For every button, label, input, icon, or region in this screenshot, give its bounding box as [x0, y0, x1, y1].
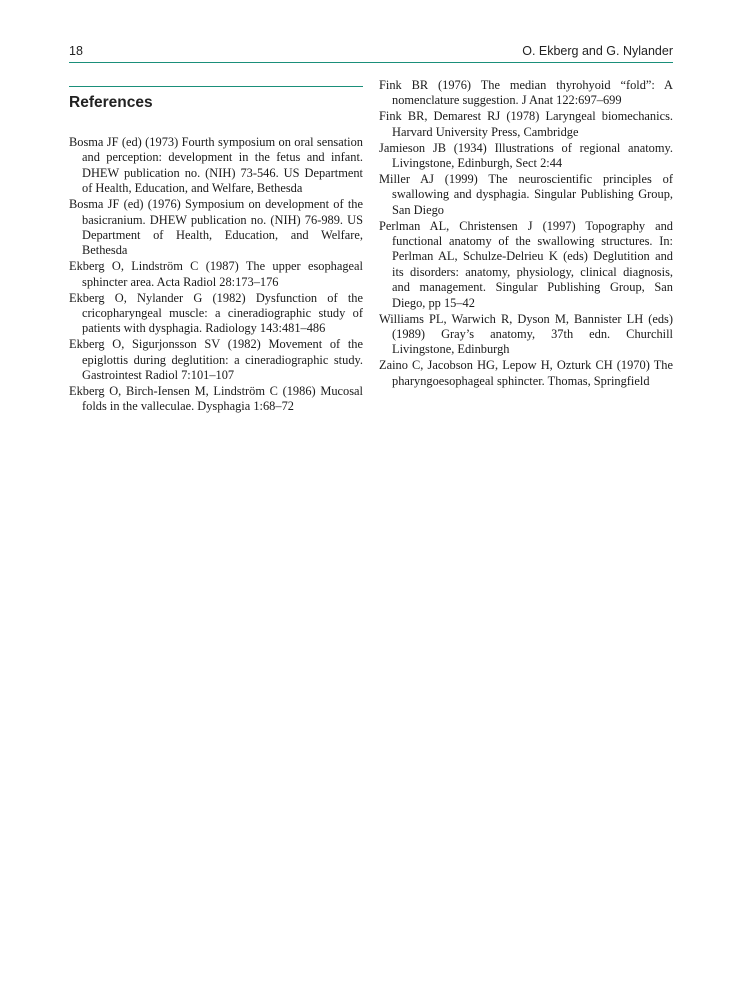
reference-item: Bosma JF (ed) (1973) Fourth symposium on oral sensation and perception: development in the fetus and infant. DHEW publication no. (NIH) 73-546. US Department of Health, Education, and Welfare, Bethesda [69, 135, 363, 196]
reference-item: Ekberg O, Sigurjonsson SV (1982) Movement of the epiglottis during deglutition: a cineradiographic study. Gastrointest Radiol 7:101–107 [69, 337, 363, 383]
reference-item: Ekberg O, Lindström C (1987) The upper esophageal sphincter area. Acta Radiol 28:173–176 [69, 259, 363, 289]
reference-item: Perlman AL, Christensen J (1997) Topography and functional anatomy of the swallowing structures. In: Perlman AL, Schulze-Delrieu K (eds) Deglutition and its disorders: anatomy, physiology, clinical diagnosis, and management. Singular Publishing Group, San Diego, pp 15–42 [379, 218, 673, 310]
references-left-column [69, 83, 363, 415]
page-header [69, 44, 673, 62]
header-rule [69, 62, 673, 63]
running-head: O. Ekberg and G. Nylander [522, 44, 673, 58]
section-rule [69, 86, 363, 87]
section-title: References [69, 94, 153, 111]
references-right-column [379, 78, 673, 390]
reference-item: Miller AJ (1999) The neuroscientific principles of swallowing and dysphagia. Singular Publishing Group, San Diego [379, 171, 673, 217]
reference-item: Zaino C, Jacobson HG, Lepow H, Ozturk CH (1970) The pharyngoesophageal sphincter. Thomas, Springfield [379, 358, 673, 388]
reference-item: Bosma JF (ed) (1976) Symposium on development of the basicranium. DHEW publication no. (NIH) 76-989. US Department of Health, Education, and Welfare, Bethesda [69, 197, 363, 258]
page-number: 18 [69, 44, 83, 58]
reference-item: Fink BR (1976) The median thyrohyoid “fold”: A nomenclature suggestion. J Anat 122:697–699 [379, 78, 673, 108]
reference-item: Williams PL, Warwich R, Dyson M, Bannister LH (eds) (1989) Gray’s anatomy, 37th edn. Churchill Livingstone, Edinburgh [379, 311, 673, 357]
reference-item: Fink BR, Demarest RJ (1978) Laryngeal biomechanics. Harvard University Press, Cambridge [379, 109, 673, 139]
reference-item: Jamieson JB (1934) Illustrations of regional anatomy. Livingstone, Edinburgh, Sect 2:44 [379, 140, 673, 171]
reference-item: Ekberg O, Birch-Iensen M, Lindström C (1986) Mucosal folds in the valleculae. Dysphagia 1:68–72 [69, 384, 363, 414]
reference-item: Ekberg O, Nylander G (1982) Dysfunction of the cricopharyngeal muscle: a cineradiographic study of patients with dysphagia. Radiology 143:481–486 [69, 290, 363, 336]
